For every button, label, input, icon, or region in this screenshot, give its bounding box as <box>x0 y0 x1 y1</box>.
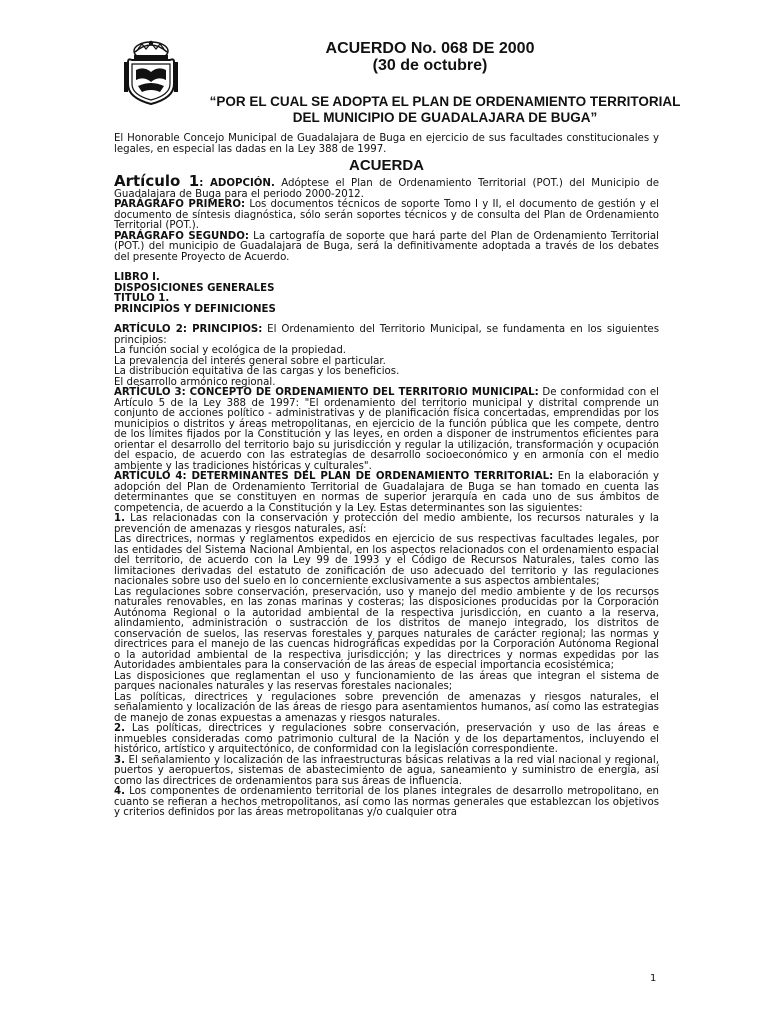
article-1 <box>114 172 659 200</box>
item-3-number: 3. <box>114 754 125 766</box>
article-1-text: Adóptese el Plan de Ordenamiento Territorial (POT.) del Municipio de Guadalajara de Buga para el periodo 2000-2012. <box>114 178 659 200</box>
principios-heading: PRINCIPIOS Y DEFINICIONES <box>114 303 276 315</box>
principle-item: La función social y ecológica de la propiedad. <box>114 345 347 356</box>
article-3 <box>114 388 659 472</box>
article-2-text: El Ordenamiento del Territorio Municipal, se fundamenta en los siguientes principios: <box>114 324 660 346</box>
item-3-text: El señalamiento y localización de las infraestructuras básicas relativas a la red vial nacional y regional, puertos y aeropuertos, sistemas de abastecimiento de agua, saneamiento y suministro de energía, así como las directrices de ordenamientos para sus áreas de influencia. <box>114 754 659 787</box>
disposiciones-heading: DISPOSICIONES GENERALES <box>114 282 275 294</box>
item-4-text: Los componentes de ordenamiento territorial de los planes integrales de desarrollo metropolitano, en cuanto se refieran a hechos metropolitanos, así como las normas generales que establezcan los objetivos y criterios definidos por las áreas metropolitanas y/o cualquier otra <box>114 786 659 818</box>
document-date: (30 de octubre) <box>372 57 488 74</box>
intro-paragraph: El Honorable Concejo Municipal de Guadalajara de Buga en ejercicio de sus facultades constitucionales y legales, en especial las dadas en la Ley 388 de 1997. <box>114 133 659 155</box>
document-title: ACUERDO No. 068 DE 2000 <box>325 40 535 57</box>
article-3-label: ARTÍCULO 3: CONCEPTO DE ORDENAMIENTO DEL TERRITORIO MUNICIPAL: <box>114 387 539 398</box>
article-1-heading: : ADOPCIÓN. <box>199 178 275 189</box>
article-2-label: ARTÍCULO 2: PRINCIPIOS: <box>114 324 263 335</box>
item-2-text: Las políticas, directrices y regulaciones sobre conservación, preservación y uso de las áreas e inmuebles consideradas como patrimonio cultural de la Nación y de los departamentos, incluyendo el histórico, artístico y arquitectónico, de conformidad con la legislación correspondiente. <box>114 723 659 755</box>
paragraph-primero <box>114 200 659 232</box>
determinant-sub-1: Las directrices, normas y reglamentos expedidos en ejercicio de sus respectivas facultades legales, por las entidades del Sistema Nacional Ambiental, en los aspectos relacionados con el ordenamiento espacial del territorio, de acuerdo con la Ley 99 de 1993 y el Código de Recursos Naturales, tales como las limitaciones derivadas del estatuto de zonificación de uso adecuado del territorio y las regulaciones nacionales sobre uso del suelo en lo concerniente exclusivamente a sus aspectos ambientales; <box>114 534 659 587</box>
item-4-number: 4. <box>114 786 125 797</box>
principle-item: El desarrollo armónico regional. <box>114 376 276 388</box>
item-1-text: Las relacionadas con la conservación y protección del medio ambiente, los recursos naturales y la prevención de amenazas y riesgos naturales, así: <box>114 513 659 535</box>
paragraph-segundo-label: PARÁGRAFO SEGUNDO: <box>114 230 249 242</box>
determinant-sub-2: Las regulaciones sobre conservación, preservación, uso y manejo del medio ambiente y de los recursos naturales renovables, en las zonas marinas y costeras; las disposiciones producidas por la Corporación Autónoma Regional o la autoridad ambiental de la respectiva jurisdicción, en cuanto a la reserva, alindamiento, administración o sustracción de los distritos de manejo integrado, los distritos de conservación de suelos, las reservas forestales y parques naturales de carácter regional; las normas y directrices para el manejo de las cuencas hidrográficas expedidas por la Corporación Autónoma Regional o la autoridad ambiental de la respectiva jurisdicción; y las directrices y normas expedidas por las Autoridades ambientales para la conservación de las áreas de especial importancia ecosistémica; <box>114 586 659 671</box>
paragraph-segundo-text: La cartografía de soporte que hará parte del Plan de Ordenamiento Territorial (POT.) del municipio de Guadalajara de Buga, será la definitivamente adoptada a través de los debates del presente Proyecto de Acuerdo. <box>114 230 659 263</box>
article-4-text: En la elaboración y adopción del Plan de Ordenamiento Territorial de Guadalajara de Buga se han tomado en cuenta las determinantes que se constituyen en normas de superior jerarquía en cada uno de sus ámbitos de competencia, de acuerdo a la Constitución y la Ley. Estas determinantes son las siguientes: <box>114 471 659 514</box>
article-1-label: Artículo 1 <box>114 172 200 190</box>
article-2 <box>114 325 659 346</box>
document-subtitle: “POR EL CUAL SE ADOPTA EL PLAN DE ORDENAMIENTO TERRITORIAL DEL MUNICIPIO DE GUADALAJARA DE BUGA” <box>209 94 681 125</box>
determinant-sub-4: Las políticas, directrices y regulaciones sobre prevención de amenazas y riesgos naturales, el señalamiento y localización de las áreas de riesgo para asentamientos humanos, así como las estrategias de manejo de zonas expuestas a amenazas y riesgos naturales. <box>114 691 659 724</box>
determinant-item-3 <box>114 756 659 788</box>
municipal-seal-logo <box>120 40 182 106</box>
document-body <box>114 134 659 819</box>
libro-heading: LIBRO I. <box>114 272 160 283</box>
determinant-item-1 <box>114 514 659 535</box>
titulo-heading: TITULO 1. <box>114 293 170 304</box>
article-4-label: ARTÍCULO 4: DETERMINANTES DEL PLAN DE ORDENAMIENTO TERRITORIAL: <box>114 471 554 482</box>
determinant-item-2 <box>114 724 659 756</box>
page-number: 1 <box>650 973 657 984</box>
acuerda-heading: ACUERDA <box>349 157 424 174</box>
paragraph-segundo <box>114 232 659 264</box>
article-3-text: De conformidad con el Artículo 5 de la Ley 388 de 1997: "El ordenamiento del territorio municipal y distrital comprende un conjunto de acciones político - administrativas y de planificación física concertadas, emprendidas por los municipios o distritos y áreas metropolitanas, en ejercicio de la función pública que les compete, dentro de los límites fijados por la Constitución y las leyes, en orden a disponer de instrumentos eficientes para orientar el desarrollo del territorio bajo su jurisdicción y regular la utilización, transformación y ocupación del espacio, de acuerdo con las estrategias de desarrollo socioeconómico y en armonía con el medio ambiente y las tradiciones históricas y culturales". <box>114 387 659 472</box>
paragraph-primero-label: PARÁGRAFO PRIMERO: <box>114 199 246 210</box>
principle-item: La prevalencia del interés general sobre el particular. <box>114 355 386 367</box>
paragraph-primero-text: Los documentos técnicos de soporte Tomo I y II, el documento de gestión y el documento de síntesis diagnóstica, sólo serán soportes técnicos y de consulta del Plan de Ordenamiento Territorial (POT.). <box>114 199 659 231</box>
item-1-number: 1. <box>114 513 125 524</box>
article-4 <box>114 472 659 514</box>
principle-item: La distribución equitativa de las cargas y los beneficios. <box>114 366 400 377</box>
item-2-number: 2. <box>114 723 125 734</box>
determinant-sub-3: Las disposiciones que reglamentan el uso y funcionamiento de las áreas que integran el sistema de parques nacionales naturales y las reservas forestales nacionales; <box>114 670 659 692</box>
determinant-item-4 <box>114 787 659 819</box>
